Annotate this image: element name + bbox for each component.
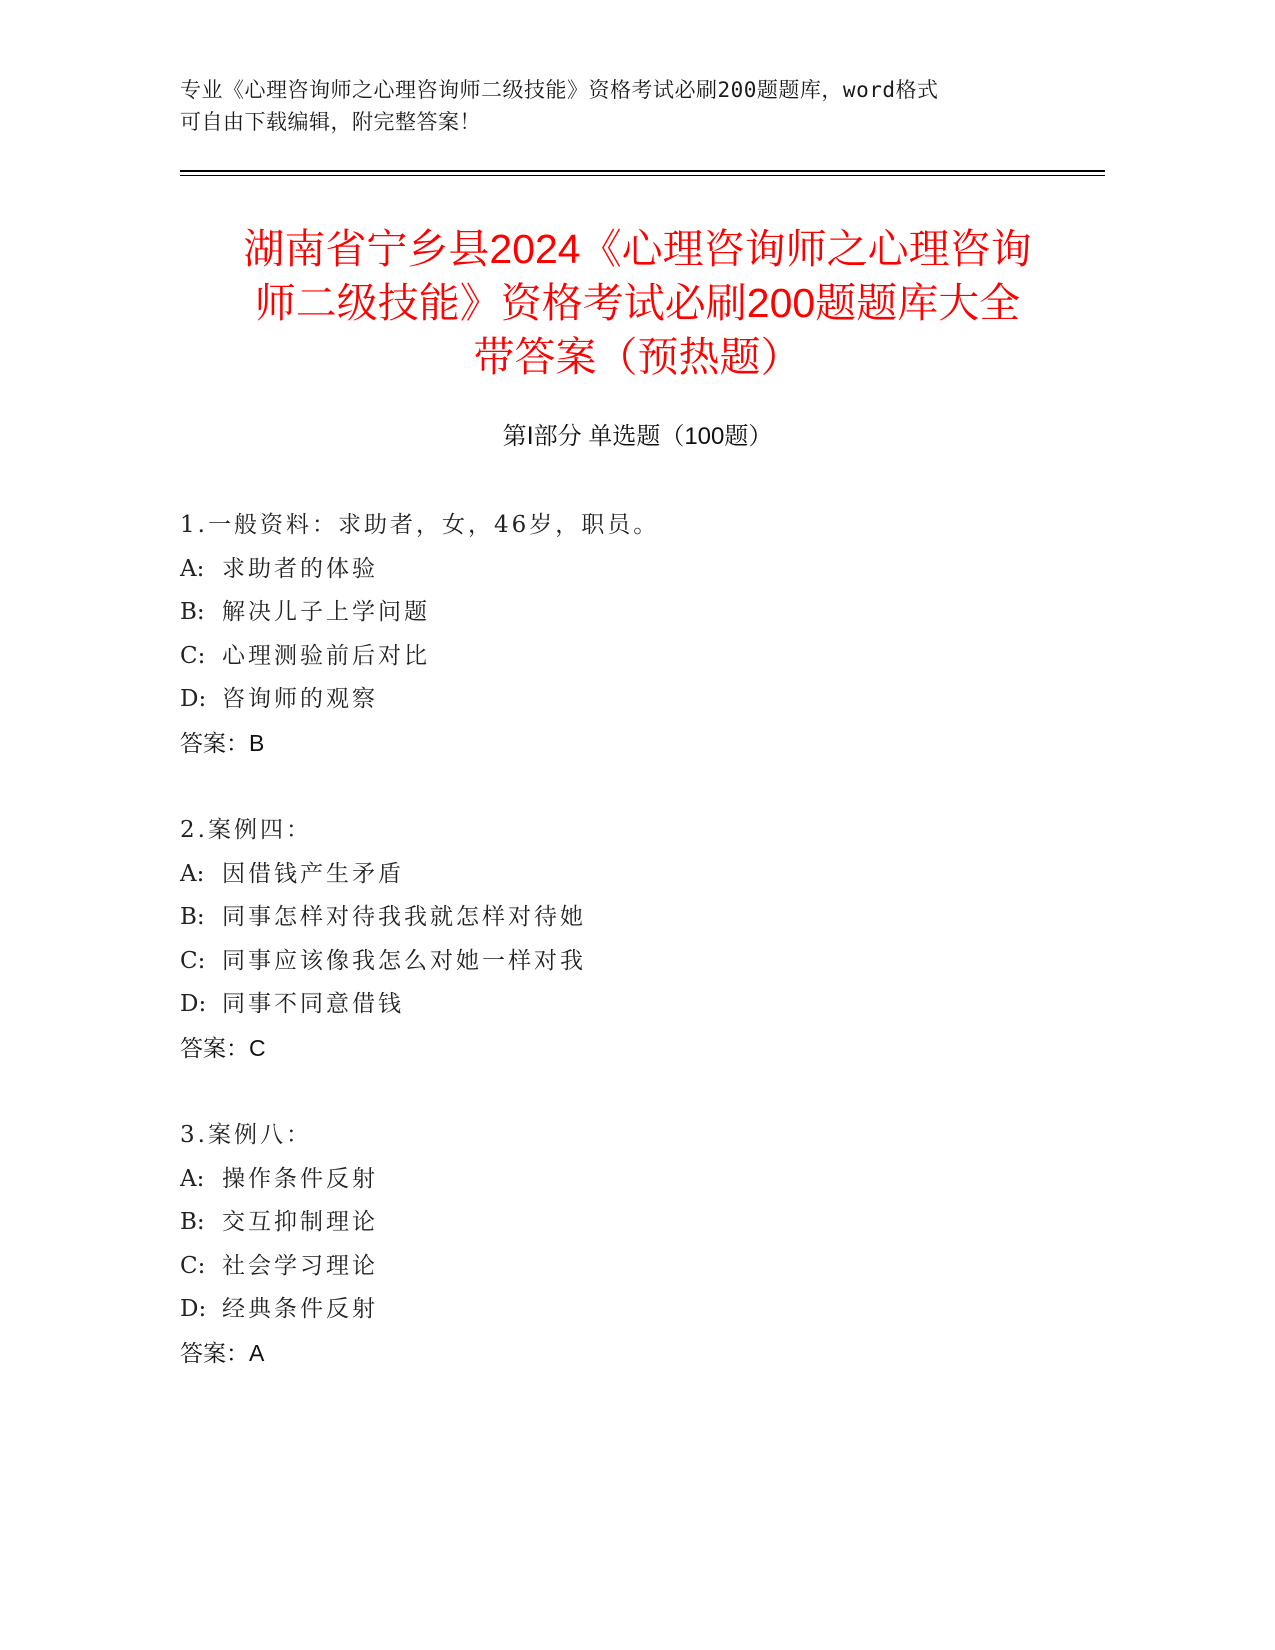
option-text: 同事怎样对待我我就怎样对待她	[222, 904, 586, 930]
header-note-line: 可自由下载编辑，附完整答案！	[180, 110, 481, 134]
question-stem: 3.案例八：	[180, 1122, 312, 1148]
answer-line: 答案：A	[180, 1339, 265, 1366]
option-text: 同事应该像我怎么对她一样对我	[222, 947, 586, 974]
option-letter: B:	[180, 599, 205, 625]
option-text: 社会学习理论	[222, 1252, 378, 1279]
option-b	[180, 591, 1080, 635]
option-letter: A:	[180, 860, 205, 887]
option-text: 交互抑制理论	[222, 1209, 378, 1235]
option-d	[180, 983, 1080, 1027]
title-line: 湖南省宁乡县2024《心理咨询师之心理咨询	[243, 226, 1032, 272]
option-c	[180, 940, 1080, 984]
question-stem: 2.案例四：	[180, 817, 312, 843]
option-letter: C:	[180, 642, 206, 669]
document-title	[150, 222, 1125, 384]
option-letter: C:	[180, 947, 206, 974]
option-text: 经典条件反射	[222, 1296, 378, 1322]
option-a	[180, 1158, 1080, 1202]
option-letter: A:	[180, 555, 205, 582]
question-stem: 1.一般资料：求助者，女，46岁，职员。	[180, 512, 660, 538]
option-text: 操作条件反射	[222, 1165, 378, 1192]
title-line: 带答案（预热题）	[473, 334, 802, 380]
option-c	[180, 1245, 1080, 1289]
option-text: 因借钱产生矛盾	[222, 860, 404, 887]
header-note-line: 专业《心理咨询师之心理咨询师二级技能》资格考试必刷200题题库，word格式	[180, 78, 939, 102]
header-divider	[180, 175, 1105, 176]
option-c	[180, 635, 1080, 679]
answer-line: 答案：B	[180, 729, 265, 756]
option-d	[180, 1288, 1080, 1332]
question-block	[180, 504, 1080, 765]
option-letter: B:	[180, 904, 205, 930]
question-block	[180, 809, 1080, 1070]
option-letter: C:	[180, 1252, 206, 1279]
title-line: 师二级技能》资格考试必刷200题题库大全	[254, 280, 1021, 326]
option-text: 同事不同意借钱	[222, 991, 404, 1017]
option-text: 咨询师的观察	[222, 686, 378, 712]
option-d	[180, 678, 1080, 722]
option-letter: D:	[180, 991, 207, 1017]
option-a	[180, 853, 1080, 897]
option-b	[180, 896, 1080, 940]
answer-line: 答案：C	[180, 1034, 266, 1061]
option-letter: D:	[180, 1296, 207, 1322]
option-b	[180, 1201, 1080, 1245]
section-title: 第Ⅰ部分 单选题（100题）	[502, 423, 773, 450]
option-text: 心理测验前后对比	[222, 642, 430, 669]
option-letter: D:	[180, 686, 207, 712]
option-letter: A:	[180, 1165, 205, 1192]
option-a	[180, 548, 1080, 592]
header-divider	[180, 170, 1105, 172]
option-text: 求助者的体验	[222, 555, 378, 582]
question-block	[180, 1114, 1080, 1375]
option-text: 解决儿子上学问题	[222, 599, 430, 625]
option-letter: B:	[180, 1209, 205, 1235]
header-note	[180, 74, 1030, 138]
